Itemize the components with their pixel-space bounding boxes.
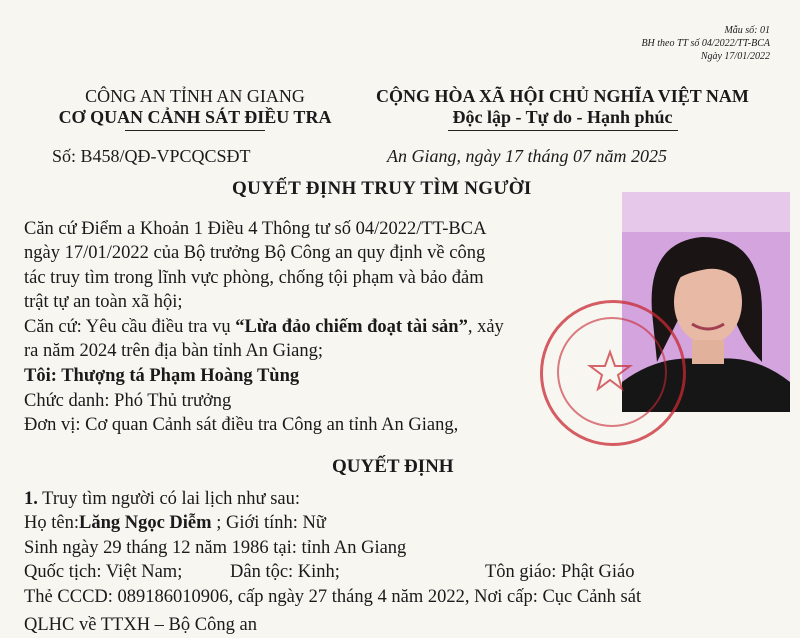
case-name: “Lừa đảo chiếm đoạt tài sản” (235, 317, 468, 337)
person-id-card: Thẻ CCCD: 089186010906, cấp ngày 27 tháng 4 năm 2022, Nơi cấp: Cục Cảnh sát (24, 587, 642, 607)
document-title: QUYẾT ĐỊNH TRUY TÌM NGƯỜI (232, 178, 532, 199)
agency-name: CÔNG AN TỈNH AN GIANG (85, 86, 305, 106)
nation-name: CỘNG HÒA XÃ HỘI CHỦ NGHĨA VIỆT NAM (376, 86, 749, 106)
basis-line-2: ngày 17/01/2022 của Bộ trưởng Bộ Công an quy định về công (24, 243, 486, 263)
basis-suffix: , xảy (467, 317, 504, 337)
basis-line-4: trật tự an toàn xã hội; (24, 292, 183, 312)
decision-item-1 (24, 488, 300, 511)
department-underline (125, 130, 265, 131)
department-name: CƠ QUAN CẢNH SÁT ĐIỀU TRA (58, 107, 332, 127)
document-date: An Giang, ngày 17 tháng 07 năm 2025 (387, 146, 667, 166)
issuer-name: Thượng tá Phạm Hoàng Tùng (61, 366, 300, 386)
document-number: Số: B458/QĐ-VPCQCSĐT (52, 146, 251, 166)
person-id-issuer-cont: QLHC về TTXH – Bộ Công an (24, 615, 257, 635)
issuer-label: Tôi: (24, 366, 62, 386)
item-intro: Truy tìm người có lai lịch như sau: (37, 489, 300, 509)
item-number: 1. (24, 489, 38, 509)
form-code-line3: Ngày 17/01/2022 (700, 51, 770, 62)
basis-line-6: ra năm 2024 trên địa bàn tỉnh An Giang; (24, 341, 324, 361)
issuer-position: Chức danh: Phó Thủ trưởng (24, 391, 232, 411)
official-seal-stamp (540, 300, 686, 446)
person-birth: Sinh ngày 29 tháng 12 năm 1986 tại: tỉnh An Giang (24, 538, 407, 558)
person-ethnicity: Dân tộc: Kinh; (230, 562, 340, 582)
national-motto: Độc lập - Tự do - Hạnh phúc (452, 107, 673, 127)
person-gender: ; Giới tính: Nữ (211, 513, 326, 533)
person-name: Lăng Ngọc Diễm (78, 513, 212, 533)
person-religion: Tôn giáo: Phật Giáo (485, 562, 635, 582)
national-header (360, 86, 765, 131)
basis-line-3: tác truy tìm trong lĩnh vực phòng, chống tội phạm và bảo đảm (24, 268, 484, 288)
basis-line-1: Căn cứ Điểm a Khoản 1 Điều 4 Thông tư số 04/2022/TT-BCA (24, 219, 487, 239)
name-label: Họ tên: (24, 513, 79, 533)
form-code-line2: BH theo TT số 04/2022/TT-BCA (641, 38, 770, 49)
decision-heading: QUYẾT ĐỊNH (332, 456, 454, 477)
basis-line-5 (24, 316, 504, 339)
person-nationality: Quốc tịch: Việt Nam; (24, 562, 183, 582)
form-code-line1: Mẫu số: 01 (724, 25, 770, 36)
issuer-line (24, 365, 299, 388)
form-code (641, 24, 770, 63)
issuer-unit: Đơn vị: Cơ quan Cảnh sát điều tra Công an tỉnh An Giang, (24, 415, 459, 435)
seal-star-icon (540, 300, 680, 440)
basis-prefix: Căn cứ: Yêu cầu điều tra vụ (24, 317, 236, 337)
person-name-line (24, 512, 326, 535)
motto-underline (448, 130, 678, 131)
issuing-agency-header (40, 86, 350, 131)
